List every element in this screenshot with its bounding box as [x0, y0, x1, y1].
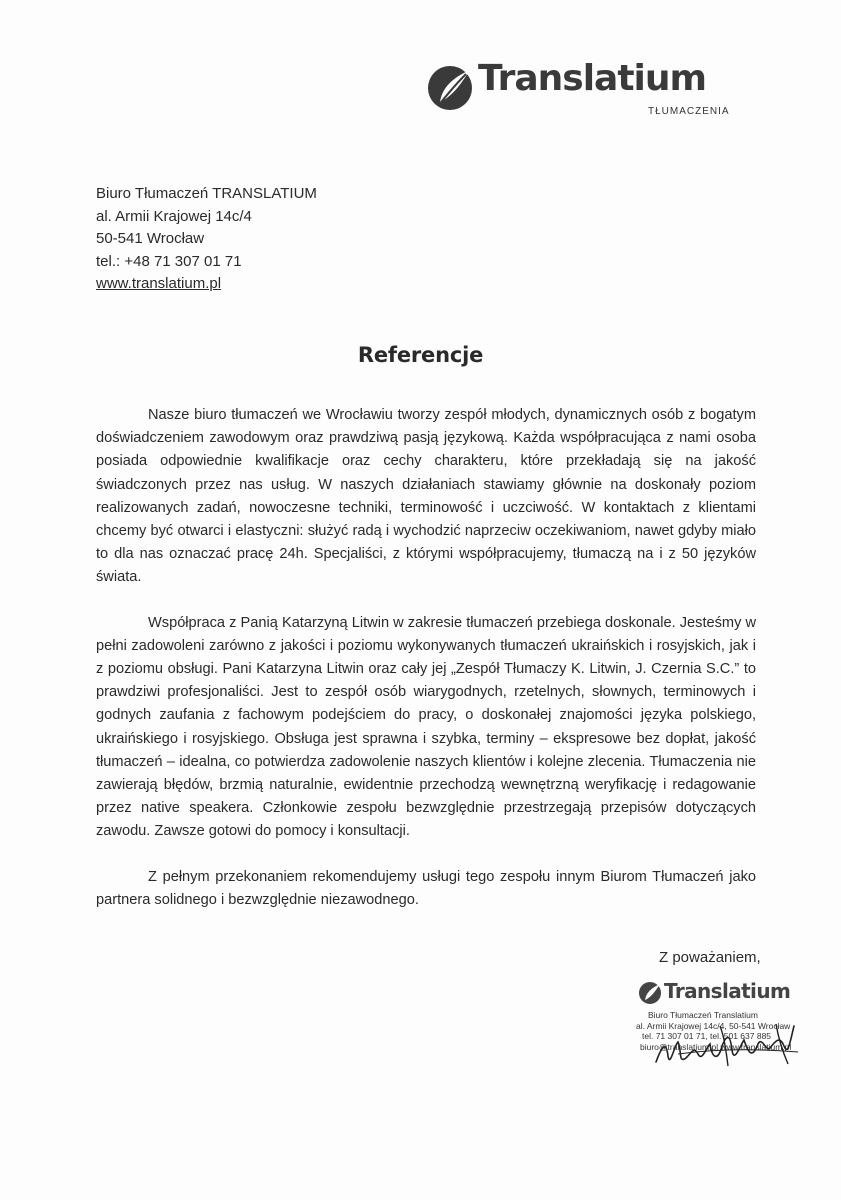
address-city: 50-541 Wrocław — [96, 230, 205, 247]
stamp-line: Biuro Tłumaczeń Translatium — [648, 1010, 758, 1020]
document-title: Referencje — [357, 343, 484, 367]
address-street: al. Armii Krajowej 14c/4 — [96, 207, 252, 225]
body-paragraph: Z pełnym przekonaniem rekomendujemy usługi tego zespołu innym Biurom Tłumaczeń jako partnera solidnego i bezwzględnie niezawodnego. — [96, 868, 756, 908]
sender-address — [96, 183, 317, 296]
stamp-line: tel. 71 307 01 71, tel. 501 637 885 — [642, 1031, 772, 1041]
leaf-logo-icon — [426, 62, 478, 114]
stamp-line: al. Armii Krajowej 14c/4, 50-541 Wrocław — [636, 1020, 791, 1031]
stamp-line: biuro@translatium.pl www.translatium.pl — [640, 1041, 792, 1052]
leaf-stamp-icon — [638, 980, 664, 1006]
body-paragraph: Nasze biuro tłumaczeń we Wrocławiu tworzy zespół młodych, dynamicznych osób z bogatym doświadczeniem zawodowym oraz prawdziwą pasją językową. Każda współpracująca z nami osoba posiada odpowiednie kwalifikacje oraz cechy charakteru, które przekładają się na jakość świadczonych przez nas usług. W naszych działaniach stawiamy głównie na doskonały poziom realizowanych zadań, nowoczesne techniki, terminowość i uczciwość. W kontaktach z klientami chcemy być otwarci i elastyczni: służyć radą i wychodzić naprzeciw oczekiwaniom, nawet gdyby miało to dla nas oznaczać pracę 24h. Specjaliści, z którymi współpracujemy, tłumaczą na i z 50 języków świata. — [96, 407, 756, 586]
logo-subtitle: TŁUMACZENIA — [648, 106, 730, 117]
website-link[interactable]: www.translatium.pl — [96, 275, 222, 292]
closing-salutation: Z poważaniem, — [659, 949, 761, 966]
address-company: Biuro Tłumaczeń TRANSLATIUM — [96, 185, 317, 202]
handwritten-signature — [648, 1006, 808, 1076]
logo-name: Translatium — [478, 58, 707, 99]
company-logo — [426, 58, 746, 128]
letter-body — [96, 404, 756, 934]
body-paragraph: Współpraca z Panią Katarzyną Litwin w zakresie tłumaczeń przebiega doskonale. Jesteśmy w pełni zadowoleni zarówno z jakości i poziomu wykonywanych tłumaczeń ukraińskich i rosyjskich, jak i z poziomu obsługi. Pani Katarzyna Litwin oraz cały jej „Zespół Tłumaczy K. Litwin, J. Czernia S.C.” to prawdziwi profesjonaliści. Jest to zespół osób wiarygodnych, rzetelnych, słownych, terminowych i godnych zaufania z fachowym podejściem do pracy, o doskonałej znajomości języka polskiego, ukraińskiego i rosyjskiego. Obsługa jest sprawna i szybka, terminy – ekspresowe bez dopłat, jakość tłumaczeń – idealna, co potwierdza zadowolenie naszych klientów i kolejne zlecenia. Tłumaczenia nie zawierają błędów, brzmią naturalnie, ewidentnie przechodzą wewnętrzną weryfikację i redagowanie przez native speakera. Członkowie zespołu bezwzględnie przestrzegają przepisów dotyczących zawodu. Zawsze gotowi do pomocy i konsultacji. — [96, 614, 756, 840]
stamp-company-name: Translatium — [664, 979, 791, 1003]
address-phone: tel.: +48 71 307 01 71 — [96, 252, 242, 270]
